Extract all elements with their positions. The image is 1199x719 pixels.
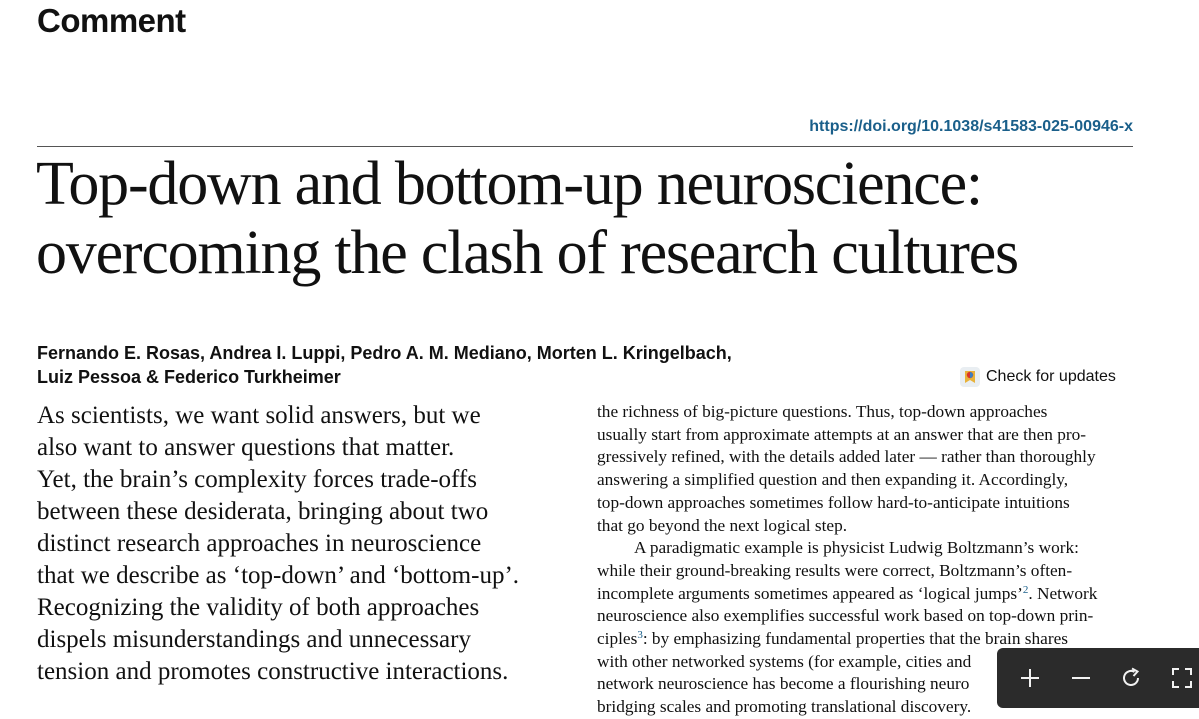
title-rule — [37, 146, 1133, 147]
title-line: Top-down and bottom-up neuroscience: — [36, 150, 982, 218]
crossmark-icon — [960, 367, 980, 387]
image-viewer-toolbar — [997, 648, 1199, 708]
fullscreen-button[interactable] — [1157, 648, 1199, 708]
check-for-updates-label: Check for updates — [986, 368, 1116, 385]
rotate-button[interactable] — [1106, 648, 1157, 708]
standfirst — [37, 400, 597, 688]
body-line: the richness of big-picture questions. Thus, top-down approaches — [597, 402, 1048, 421]
body-line: with other networked systems (for example, cities and — [597, 651, 972, 671]
reference-link[interactable]: 3 — [637, 629, 643, 642]
minus-icon — [1070, 667, 1092, 689]
body-text: incomplete arguments sometimes appeared as ‘logical jumps’ — [597, 583, 1023, 603]
body-line: answering a simplified question and then expanding it. Accordingly, — [597, 470, 1069, 490]
body-line: top-down approaches sometimes follow hard-to-anticipate intuitions — [597, 492, 1070, 512]
check-for-updates-button[interactable] — [960, 365, 1116, 389]
standfirst-line: Recognizing the validity of both approaches — [37, 594, 480, 621]
standfirst-line: As scientists, we want solid answers, but we — [37, 402, 481, 429]
body-line: A paradigmatic example is physicist Ludwig Boltzmann’s work: — [634, 538, 1079, 558]
rotate-icon — [1119, 666, 1143, 690]
body-line — [597, 583, 1137, 606]
body-line: that go beyond the next logical step. — [597, 515, 848, 535]
article-title — [36, 150, 1166, 288]
body-text: : by emphasizing fundamental properties that the brain shares — [642, 629, 1068, 649]
standfirst-line: dispels misunderstandings and unnecessary — [37, 626, 471, 653]
standfirst-line: that we describe as ‘top-down’ and ‘bottom-up’. — [37, 562, 520, 589]
author-line: Luiz Pessoa & Federico Turkheimer — [37, 367, 341, 387]
body-line: neuroscience also exemplifies successful work based on top-down prin- — [597, 606, 1094, 626]
standfirst-line: Yet, the brain’s complexity forces trade-offs — [37, 466, 477, 493]
body-text: . Network — [1028, 583, 1098, 603]
body-line: usually start from approximate attempts at an answer that are then pro- — [597, 424, 1086, 444]
standfirst-line: distinct research approaches in neuroscience — [37, 530, 482, 557]
doi-link[interactable]: https://doi.org/10.1038/s41583-025-00946-x — [809, 118, 1133, 135]
author-list — [37, 341, 937, 389]
standfirst-line: tension and promotes constructive interactions. — [37, 658, 509, 685]
standfirst-line: between these desiderata, bringing about two — [37, 498, 489, 525]
standfirst-line: also want to answer questions that matter. — [37, 434, 455, 461]
fullscreen-icon — [1171, 667, 1193, 689]
zoom-in-button[interactable] — [1005, 648, 1056, 708]
body-text: ciples — [597, 629, 638, 649]
body-line: bridging scales and promoting translational discovery. — [597, 697, 972, 717]
section-label: Comment — [37, 2, 186, 39]
title-line: overcoming the clash of research cultures — [36, 219, 1018, 287]
body-line: while their ground-breaking results were correct, Boltzmann’s often- — [597, 560, 1073, 580]
body-line: network neuroscience has become a flourishing neuro — [597, 674, 970, 694]
zoom-out-button[interactable] — [1056, 648, 1107, 708]
author-line: Fernando E. Rosas, Andrea I. Luppi, Pedro A. M. Mediano, Morten L. Kringelbach, — [37, 343, 732, 363]
reference-link[interactable]: 2 — [1022, 583, 1029, 596]
plus-icon — [1019, 667, 1041, 689]
body-line: gressively refined, with the details added later — rather than thoroughly — [597, 447, 1096, 467]
